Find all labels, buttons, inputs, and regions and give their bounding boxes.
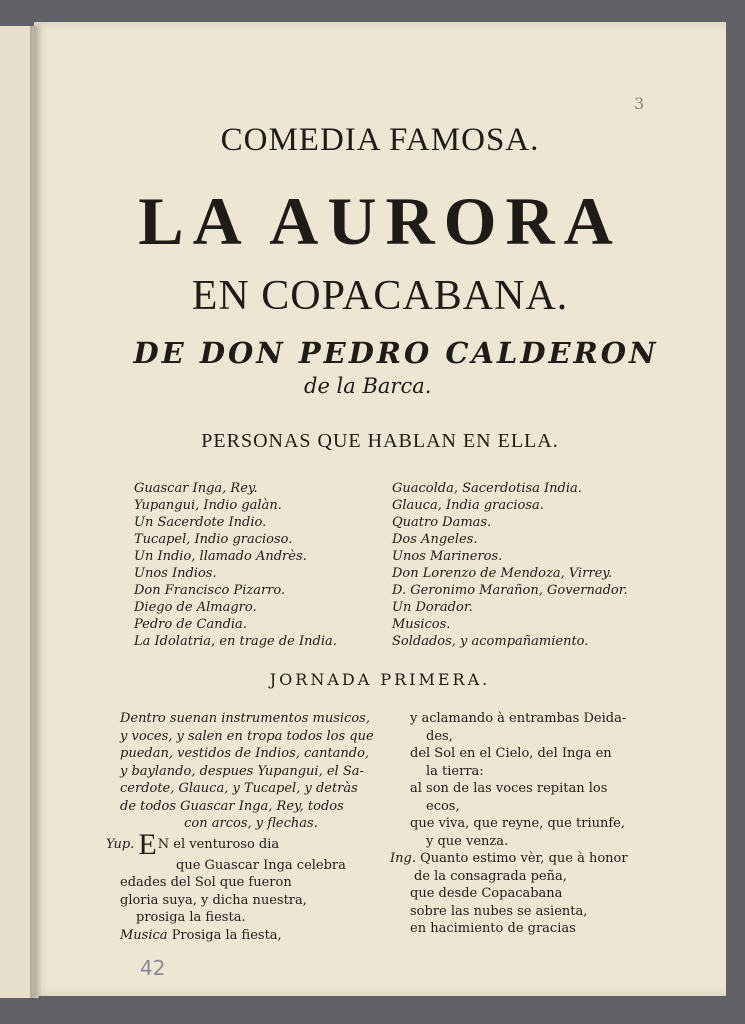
cast-heading: PERSONAS QUE HABLAN EN ELLA.: [201, 430, 559, 452]
title-line-3: EN COPACABANA.: [191, 273, 569, 319]
stage-direction-line: Dentro suenan instrumentos musicos,: [120, 711, 370, 726]
verse-line: edades del Sol que fueron: [120, 875, 292, 890]
cast-item: D. Geronimo Marañon, Governador.: [392, 583, 628, 598]
speaker-label: Musica: [120, 927, 168, 943]
verse-line: [390, 850, 670, 868]
cast-item: Pedro de Candia.: [134, 617, 247, 632]
handwritten-annotation: 42: [140, 956, 166, 980]
verse-line: que viva, que reyne, que triunfe,: [410, 816, 625, 831]
verse-line: gloria suya, y dicha nuestra,: [120, 892, 307, 908]
cast-item: Unos Marineros.: [392, 549, 503, 564]
verse-line: des,: [426, 728, 453, 744]
cast-item: Un Dorador.: [392, 600, 473, 615]
stage-direction-line: cerdote, Glauca, y Tucapel, y detràs: [120, 781, 358, 796]
verse-line: la tierra:: [426, 763, 484, 779]
drop-cap: E: [138, 827, 157, 861]
author-line-2: de la Barca.: [304, 374, 432, 398]
cast-item: Unos Indios.: [134, 566, 217, 581]
stage-direction-line: y baylando, despues Yupangui, el Sa-: [120, 763, 364, 779]
cast-item: Un Indio, llamado Andrès.: [134, 549, 307, 564]
cast-item: Don Lorenzo de Mendoza, Virrey.: [392, 566, 613, 581]
cast-item: Glauca, India graciosa.: [392, 498, 544, 513]
speaker-label: Ing.: [390, 851, 416, 866]
verse-line: sobre las nubes se asienta,: [410, 903, 588, 919]
cast-item: Diego de Almagro.: [134, 600, 257, 615]
cast-item: Musicos.: [392, 617, 451, 632]
verse-line: que Guascar Inga celebra: [176, 857, 346, 873]
title-line-2: LA AURORA: [138, 183, 622, 259]
verse-line: al son de las voces repitan los: [410, 781, 608, 796]
stage-direction-line: puedan, vestidos de Indios, cantando,: [120, 746, 370, 761]
title-line-1: COMEDIA FAMOSA.: [220, 122, 540, 158]
verse-line: del Sol en el Cielo, del Inga en: [410, 746, 612, 761]
stage-direction-line: y voces, y salen en tropa todos los que: [120, 728, 374, 744]
cast-list-right: [392, 480, 692, 650]
verse-line: en hacimiento de gracias: [410, 921, 576, 936]
author-line-1: DE DON PEDRO CALDERON: [133, 336, 659, 370]
cast-item: Guascar Inga, Rey.: [134, 481, 258, 496]
verse-line: ecos,: [426, 798, 460, 814]
cast-item: Quatro Damas.: [392, 515, 492, 530]
stage-direction-line: con arcos, y flechas.: [184, 816, 318, 831]
speaker-label: Yup.: [106, 836, 135, 852]
act-heading: JORNADA PRIMERA.: [269, 670, 491, 689]
cast-item: Soldados, y acompañamiento.: [392, 634, 589, 649]
verse-line: y que venza.: [426, 833, 509, 849]
stage-direction-line: de todos Guascar Inga, Rey, todos: [120, 798, 344, 814]
cast-item: La Idolatria, en trage de India.: [134, 634, 337, 649]
cast-item: Tucapel, Indio gracioso.: [134, 532, 293, 547]
cast-item: Dos Angeles.: [392, 532, 478, 547]
verse-line: de la consagrada peña,: [414, 868, 567, 884]
verse-text: Quanto estimo vèr, que à honor: [420, 851, 628, 866]
book-page: [34, 22, 726, 996]
cast-item: Un Sacerdote Indio.: [134, 515, 267, 530]
text-column-right: [390, 710, 670, 938]
text-column-left: [106, 710, 382, 944]
cast-item: Don Francisco Pizarro.: [134, 583, 286, 598]
verse-line: prosiga la fiesta.: [136, 910, 246, 925]
verse-text: N el venturoso dia: [157, 836, 280, 852]
verse-line: que desde Copacabana: [410, 886, 563, 901]
verse-text: Prosiga la fiesta,: [171, 927, 282, 943]
verse-line: [106, 827, 382, 861]
cast-list-left: [134, 480, 384, 650]
verse-line: y aclamando à entrambas Deida-: [410, 711, 627, 726]
cast-item: Guacolda, Sacerdotisa India.: [392, 481, 582, 496]
cast-item: Yupangui, Indio galàn.: [134, 498, 282, 513]
page-number: 3: [634, 94, 645, 113]
verse-line: [120, 927, 382, 945]
spine-shadow: [30, 26, 42, 998]
